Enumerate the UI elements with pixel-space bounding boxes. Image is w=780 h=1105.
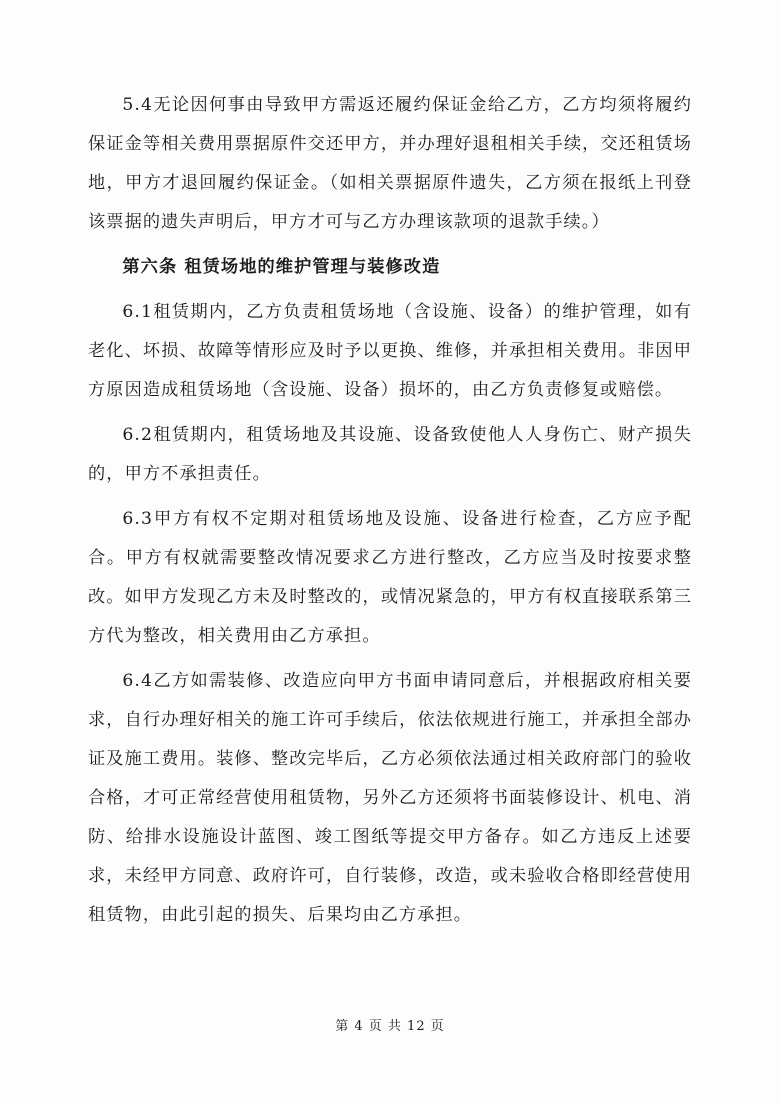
clause-6-2: 6.2租赁期内，租赁场地及其设施、设备致使他人人身伤亡、财产损失的，甲方不承担责任。 [88,425,692,484]
article-6-heading: 第六条 租赁场地的维护管理与装修改造 [122,257,441,277]
page-number: 第 4 页 共 12 页 [335,1019,445,1034]
clause-6-4: 6.4乙方如需装修、改造应向甲方书面申请同意后，并根据政府相关要求，自行办理好相关的施工许可手续后，依法依规进行施工，并承担全部办证及施工费用。装修、整改完毕后，乙方必须依法通过相关政府部门的验收合格，才可正常经营使用租赁物，另外乙方还须将书面装修设计、机电、消防、给排水设施设计蓝图、竣工图纸等提交甲方备存。如乙方违反上述要求，未经甲方同意、政府许可，自行装修，改造，或未验收合格即经营使用租赁物，由此引起的损失、后果均由乙方承担。 [88,671,692,925]
clause-5-4: 5.4无论因何事由导致甲方需返还履约保证金给乙方，乙方均须将履约保证金等相关费用票据原件交还甲方，并办理好退租相关手续，交还租赁场地，甲方才退回履约保证金。（如相关票据原件遗失，乙方须在报纸上刊登该票据的遗失声明后，甲方才可与乙方办理该款项的退款手续。） [88,95,692,232]
document-body [88,86,692,941]
clause-6-3: 6.3甲方有权不定期对租赁场地及设施、设备进行检查，乙方应予配合。甲方有权就需要整改情况要求乙方进行整改，乙方应当及时按要求整改。如甲方发现乙方未及时整改的，或情况紧急的，甲方有权直接联系第三方代为整改，相关费用由乙方承担。 [88,509,692,646]
clause-6-1: 6.1租赁期内，乙方负责租赁场地（含设施、设备）的维护管理，如有老化、坏损、故障等情形应及时予以更换、维修，并承担相关费用。非因甲方原因造成租赁场地（含设施、设备）损坏的，由乙方负责修复或赔偿。 [88,302,692,400]
